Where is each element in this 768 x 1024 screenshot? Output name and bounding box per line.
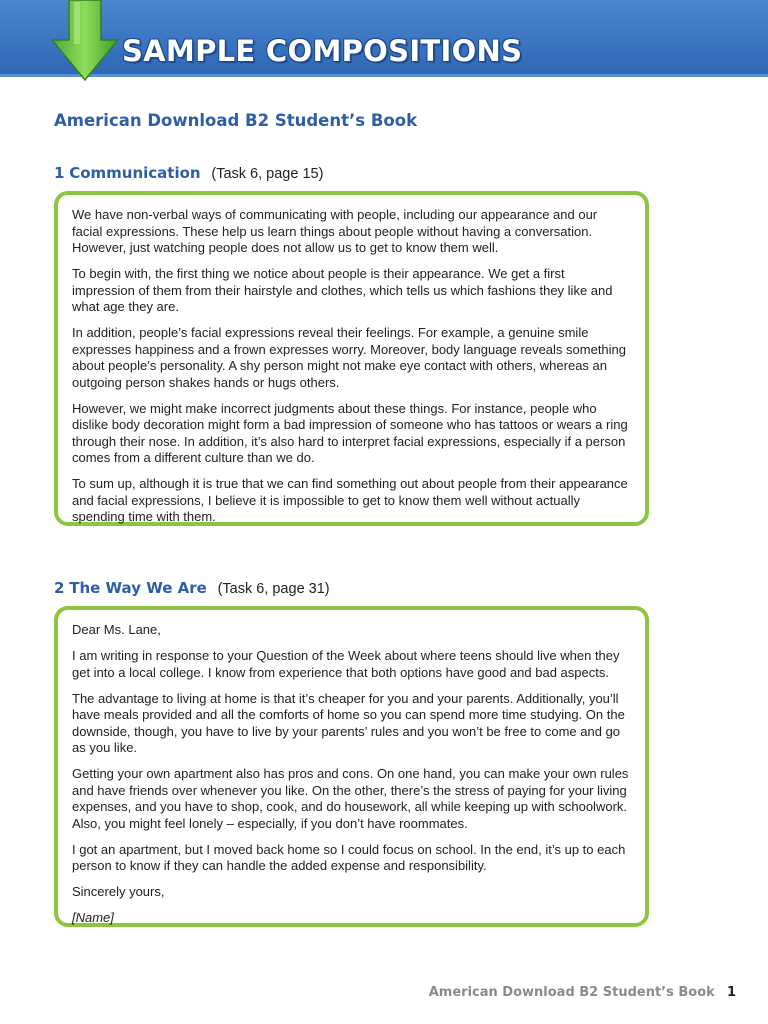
- paragraph: I am writing in response to your Question of the Week about where teens should live when they get into a local college. I know from experience that both options have good and bad aspects.: [72, 648, 620, 680]
- book-title: American Download B2 Student’s Book: [54, 111, 418, 130]
- paragraph: Sincerely yours,: [72, 884, 165, 899]
- section-name: Communication: [69, 164, 201, 182]
- page-footer: [429, 985, 736, 1000]
- section-number: 1: [54, 164, 65, 182]
- section-number: 2: [54, 579, 65, 597]
- paragraph: However, we might make incorrect judgments about these things. For instance, people who dislike body decoration might form a bad impression of someone who has tattoos or wears a ring through their nose. In addition, it’s also hard to interpret facial expressions, especially if a person comes from a different culture than we do.: [72, 400, 628, 465]
- down-arrow-icon: [50, 0, 120, 82]
- composition-box-2: [54, 606, 649, 927]
- banner-title: SAMPLE COMPOSITIONS: [122, 34, 523, 68]
- paragraph: Dear Ms. Lane,: [72, 622, 161, 637]
- paragraph: We have non-verbal ways of communicating with people, including our appearance and our facial expressions. These help us learn things about people without having a conversation. However, just watching people does not allow us to get to know them well.: [72, 207, 598, 255]
- paragraph: In addition, people’s facial expressions reveal their feelings. For example, a genuine smile expresses happiness and a frown expresses worry. Moreover, body language reveals something about people’s personality. A shy person might not make eye contact with others, whereas an outgoing person shakes hands or hugs others.: [72, 325, 627, 390]
- header-banner: [0, 0, 768, 77]
- section-heading-2: [54, 579, 330, 597]
- signature-placeholder: [Name]: [72, 910, 114, 925]
- paragraph: To begin with, the first thing we notice about people is their appearance. We get a first impression of them from their hairstyle and clothes, which tells us which fashions they like and what age they are.: [72, 266, 613, 314]
- page-number: 1: [726, 985, 736, 1000]
- paragraph: Getting your own apartment also has pros and cons. On one hand, you can make your own rules and have friends over whenever you like. On the other, there’s the stress of paying for your living expenses, and you have to shop, cook, and do housework, all while keeping up with schoolwork. Also, you might feel lonely – especially, if you don’t have roommates.: [72, 766, 629, 831]
- paragraph: I got an apartment, but I moved back home so I could focus on school. In the end, it’s up to each person to know if they can handle the added expense and responsibility.: [72, 841, 626, 873]
- paragraph: The advantage to living at home is that it’s cheaper for you and your parents. Additionally, you’ll have meals provided and all the comforts of home so you can spend more time studying. On the downside, though, you have to live by your parents’ rules and you won’t be free to come and go as you like.: [72, 690, 625, 755]
- section-heading-1: [54, 164, 323, 182]
- section-task-ref: (Task 6, page 15): [211, 166, 324, 182]
- paragraph: To sum up, although it is true that we can find something out about people from their appearance and facial expressions, I believe it is impossible to get to know them well without actually spending time with them.: [72, 476, 628, 524]
- section-name: The Way We Are: [69, 579, 207, 597]
- footer-book-title: American Download B2 Student’s Book: [428, 985, 715, 1000]
- composition-box-1: [54, 191, 649, 526]
- section-task-ref: (Task 6, page 31): [217, 581, 330, 597]
